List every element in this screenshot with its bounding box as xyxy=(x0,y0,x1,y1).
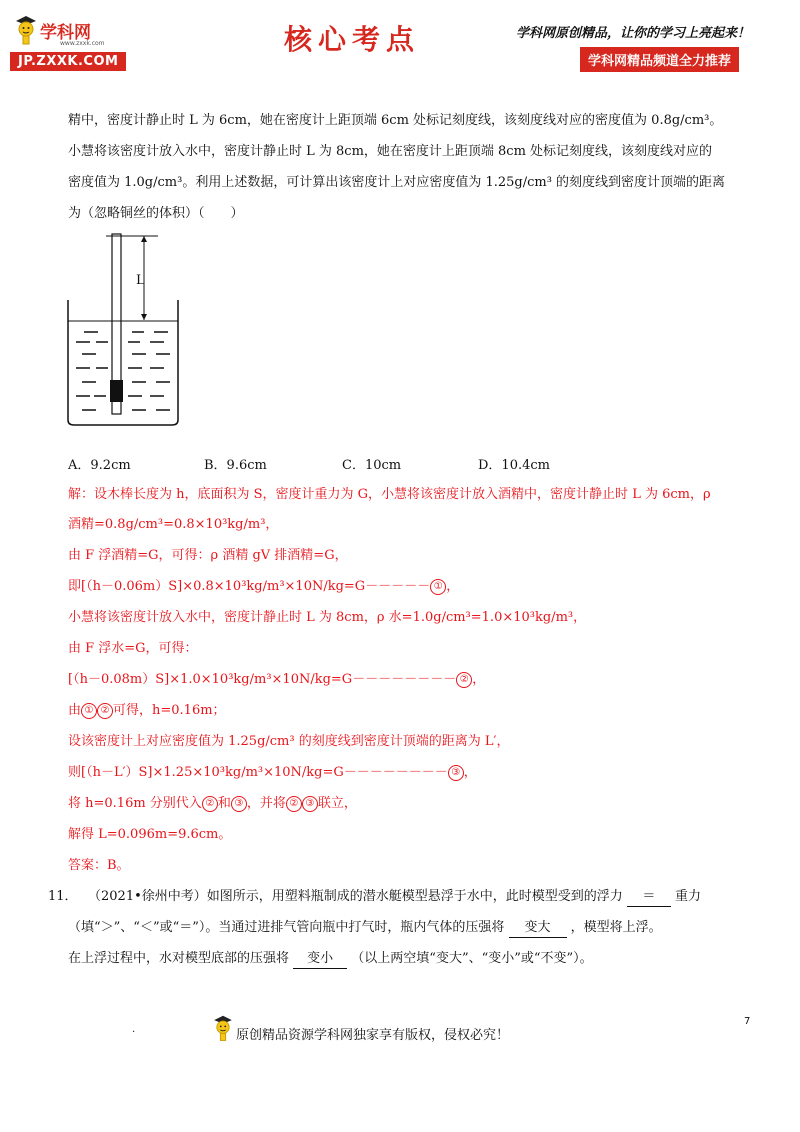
solution-line-6: 由 F 浮水=G，可得： xyxy=(68,641,198,656)
solution-line-1: 解：设木棒长度为 h，底面积为 S，密度计重力为 G，小慧将该密度计放入酒精中，密度计静止时 L 为 6cm，ρ xyxy=(68,487,711,502)
channel-banner: 学科网精品频道全力推荐 xyxy=(580,47,739,72)
answer-line: 答案：B。 xyxy=(68,858,130,873)
circled-mark: ② xyxy=(456,672,472,688)
solution-equation-3: 则[（h－L′）S]×1.25×10³kg/m³×10N/kg=G－－－－－－－－ xyxy=(68,765,448,780)
footer-dot: . xyxy=(132,1024,136,1035)
solution-line-10: 则[（h－L′）S]×1.25×10³kg/m³×10N/kg=G－－－－－－－－ ③ ， xyxy=(68,765,477,780)
circled-mark: ③ xyxy=(448,765,464,781)
question-line-2: 小慧将该密度计放入水中，密度计静止时 L 为 8cm，她在密度计上距顶端 8cm 处标记刻度线，该刻度线对应的 xyxy=(68,144,713,159)
circled-mark: ① xyxy=(430,579,446,595)
circled-mark: ② xyxy=(97,703,113,719)
circled-mark: ① xyxy=(81,703,97,719)
q11-line-2: （填“＞”、“＜”或“＝”）。当通过进排气管向瓶中打气时，瓶内气体的压强将 变大 ，模型将上浮。 xyxy=(68,919,662,938)
q11-line-1: （2021•徐州中考）如图所示，用塑料瓶制成的潜水艇模型悬浮于水中，此时模型受到的浮力 ＝ 重力 xyxy=(88,888,701,907)
logo-bar: JP.ZXXK.COM xyxy=(10,52,126,71)
circled-mark: ② xyxy=(202,796,218,812)
q11-line-3: 在上浮过程中，水对模型底部的压强将 变小 （以上两空填“变大”、“变小”或“不变”）。 xyxy=(68,950,593,969)
solution-line-4: 即[（h－0.06m）S]×0.8×10³kg/m³×10N/kg=G－－－－－ ① ， xyxy=(68,579,460,594)
solution-equation-2: [（h－0.08m）S]×1.0×10³kg/m³×10N/kg=G－－－－－－－－ xyxy=(68,672,457,687)
beaker xyxy=(68,300,178,425)
question-line-3: 密度值为 1.0g/cm³。利用上述数据，可计算出该密度计上对应密度值为 1.25g/cm³ 的刻度线到密度计顶端的距离 xyxy=(68,175,726,190)
mascot-icon xyxy=(14,14,38,48)
option-d: D．10.4cm xyxy=(478,458,550,473)
circled-mark: ③ xyxy=(231,796,247,812)
hydrometer-figure xyxy=(66,230,186,428)
solution-line-3: 由 F 浮酒精=G，可得：ρ 酒精 gV 排酒精=G， xyxy=(68,548,348,563)
solution-equation-1: 即[（h－0.06m）S]×0.8×10³kg/m³×10N/kg=G－－－－－ xyxy=(68,579,431,594)
option-b: B．9.6cm xyxy=(204,458,267,473)
solution-line-7: [（h－0.08m）S]×1.0×10³kg/m³×10N/kg=G－－－－－－－－ ② ， xyxy=(68,672,486,687)
answer-blank-2: 变大 xyxy=(509,919,567,938)
question-line-4: 为（忽略铜丝的体积）（ ） xyxy=(68,206,244,221)
option-a: A．9.2cm xyxy=(68,458,131,473)
solution-line-12: 解得 L=0.096m=9.6cm。 xyxy=(68,827,232,842)
question-line-1: 精中，密度计静止时 L 为 6cm，她在密度计上距顶端 6cm 处标记刻度线，该刻度线对应的密度值为 0.8g/cm³。 xyxy=(68,113,723,128)
solution-line-5: 小慧将该密度计放入水中，密度计静止时 L 为 8cm，ρ 水=1.0g/cm³=1.0×10³kg/m³， xyxy=(68,610,587,625)
solution-line-8: 由 ① ② 可得，h=0.16m； xyxy=(68,703,226,718)
solution-line-11: 将 h=0.16m 分别代入 ② 和 ③ ，并将 ② ③ 联立， xyxy=(68,796,357,811)
q11-number: 11． xyxy=(48,889,78,904)
solution-line-2: 酒精=0.8g/cm³=0.8×10³kg/m³， xyxy=(68,517,279,532)
circled-mark: ② xyxy=(286,796,302,812)
mascot-icon xyxy=(212,1014,234,1044)
page-number: 7 xyxy=(744,1016,751,1027)
logo-name: 学科网 xyxy=(40,23,91,43)
circled-mark: ③ xyxy=(302,796,318,812)
figure-label-l: L xyxy=(136,273,145,288)
solution-line-9: 设该密度计上对应密度值为 1.25g/cm³ 的刻度线到密度计顶端的距离为 L′， xyxy=(68,734,510,749)
header-slogan: 学科网原创精品，让你的学习上亮起来！ xyxy=(516,26,751,41)
answer-blank-3: 变小 xyxy=(293,950,347,969)
header-title: 核心考点 xyxy=(284,23,421,56)
answer-blank-1: ＝ xyxy=(627,888,671,907)
option-c: C．10cm xyxy=(342,458,402,473)
header xyxy=(0,0,800,80)
logo-url: www.zxxk.com xyxy=(60,40,105,47)
copper-weight xyxy=(110,380,123,402)
footer-copyright: 原创精品资源学科网独家享有版权，侵权必究！ xyxy=(236,1028,510,1043)
